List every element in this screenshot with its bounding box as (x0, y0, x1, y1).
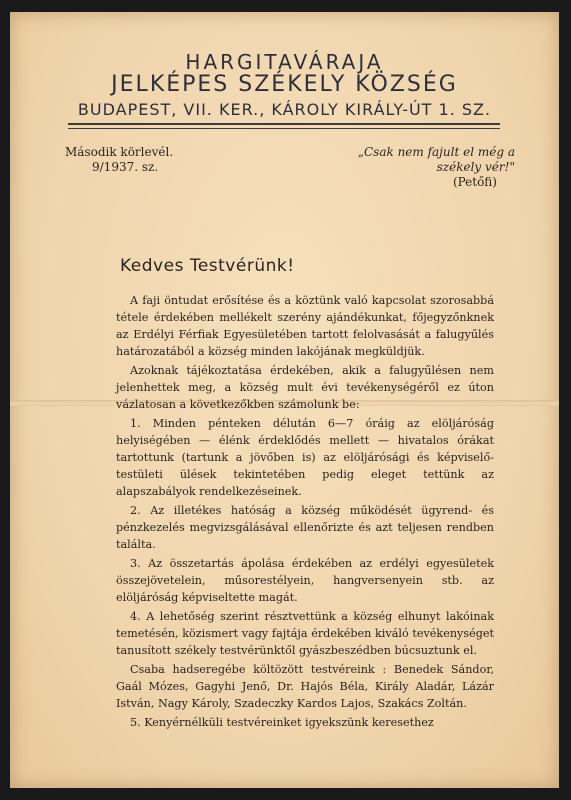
paragraph: 4. A lehetőség szerint résztvettünk a község elhunyt lakóinak temetésén, közismert vagy fajtája érdekében kiváló tevékenységet tanusított székely testvérünktől gyászbeszédben búcsuztunk el. (116, 610, 494, 657)
paragraph: Azoknak tájékoztatása érdekében, akik a falugyűlésen nem jelenhettek meg, a község mult évi tevékenységéről ez úton vázlatosan a következőkben számolunk be: (116, 364, 494, 411)
header-subtitle: JELKÉPES SZÉKELY KÖZSÉG (111, 72, 458, 97)
header-rule-thin (68, 128, 500, 129)
paragraph: 1. Minden pénteken délután 6—7 óráig az elöljáróság helyiségében — élénk érdeklődés mellett — hivatalos órákat tartottunk (tartunk a jövőben is) az elöljárósági és képviselő-testületi ülések tekintetében pedig eleget tettünk az alapszabályok rendelkezéseinek. (116, 417, 494, 498)
paragraph: A faji öntudat erősítése és a köztünk való kapcsolat szorosabbá tétele érdekében mellékelt szerény ajándékunkat, főjegyzőnknek az Erdélyi Férfiak Egyesületében tartott felolvasását a falugyűlés határozatából a község minden lakójának megküldjük. (116, 294, 494, 358)
header-rule (68, 123, 500, 125)
motto-author: (Petőfi) (452, 175, 497, 189)
letter-sheet (10, 12, 559, 788)
paragraph: 3. Az összetartás ápolása érdekében az erdélyi egyesületek összejövetelein, műsorestélyein, hangversenyein stb. az elöljáróság képviseltette magát. (116, 557, 494, 604)
paragraph: 2. Az illetékes hatóság a község működését ügyrend- és pénzkezelés megvizsgálásával ellenőrizte és azt teljesen rendben találta. (116, 504, 494, 551)
header-address: BUDAPEST, VII. KER., KÁROLY KIRÁLY-ÚT 1. SZ. (77, 100, 492, 119)
header-title: HARGITAVÁRAJA (185, 50, 384, 74)
reference-number: 9/1937. sz. (92, 160, 159, 174)
paragraph: 5. Kenyérnélküli testvéreinket igyekszünk keresethez (130, 716, 434, 729)
paragraph: Csaba hadseregébe költözött testvéreink : Benedek Sándor, Gaál Mózes, Gagyhi Jenő, Dr. Hajós Béla, Király Aladár, Lázár István, Nagy Károly, Szadeczky Kardos Lajos, Szakács Zoltán. (116, 663, 494, 710)
greeting: Kedves Testvérünk! (120, 256, 295, 276)
circular-number: Második körlevél. (65, 145, 174, 159)
motto: „Csak nem fajult el még a székely vér!" (357, 145, 515, 174)
letter-body (116, 292, 494, 733)
